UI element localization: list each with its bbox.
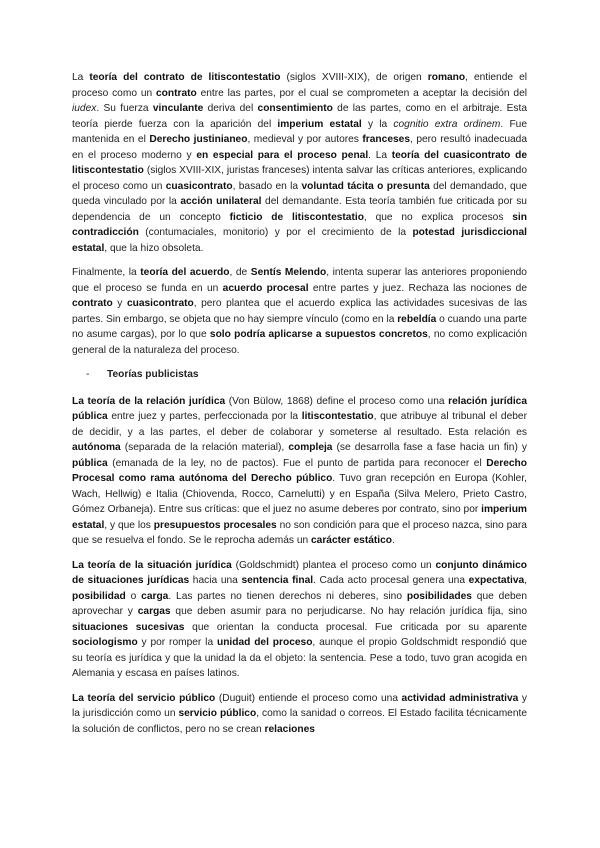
bold-term: La teoría de la situación jurídica [72, 559, 232, 571]
bold-term: teoría del acuerdo [140, 267, 230, 278]
text-segment: (contumaciales, monitorio) y por el crecimiento de la [138, 227, 413, 238]
text-segment: , que atribuye al tribunal el deber de decidir, y a las partes, el deber de colaborar y someterse al resultado. Esta relación es [72, 411, 527, 438]
document-page [72, 70, 527, 746]
text-segment: y la jurisdicción como un [72, 692, 527, 719]
text-segment: , como la sanidad o correos. El Estado facilita técnicamente la solución de conflictos, pero no se crean [72, 708, 528, 735]
text-segment: (se desarrolla fase a fase hacia un fin) y [332, 442, 527, 453]
bold-term: pública [72, 457, 108, 469]
bold-term: Derecho Procesal como rama autónoma del Derecho público [72, 457, 527, 484]
bold-term: posibilidad [72, 590, 126, 602]
bold-term: cargas [137, 606, 171, 617]
text-segment: del demandado, que queda vinculado por la [72, 180, 527, 207]
bold-term: carga [141, 590, 169, 602]
bold-term: rebeldía [397, 313, 437, 325]
paragraph-agreement-theory [72, 265, 527, 358]
bold-term: solo podría aplicarse a supuestos concretos [209, 329, 428, 340]
bold-term: sentencia final [241, 575, 314, 586]
text-segment: (Goldschmidt) plantea el proceso como un [231, 559, 436, 571]
bold-term: unidad del proceso [216, 637, 313, 648]
bold-term: imperium estatal [277, 118, 362, 130]
text-segment: Finalmente, la [72, 267, 141, 278]
bold-term: acción unilateral [180, 196, 262, 207]
text-segment: entre las partes, por el cual se comprometen a aceptar la decisión del [196, 87, 527, 99]
bold-term: compleja [288, 442, 333, 453]
text-segment: que orientan la conducta procesal. Fue criticada por su aparente [184, 621, 527, 633]
bold-term: sin contradicción [72, 211, 527, 238]
text-segment: entre partes y juez. Rechaza las nociones de [308, 282, 527, 294]
bold-term: autónoma [72, 442, 121, 453]
text-segment: , y que los [104, 519, 154, 531]
bold-term: conjunto dinámico de situaciones jurídicas [72, 559, 527, 586]
text-segment: (siglos XVIII-XIX, juristas franceses) intenta salvar las críticas anteriores, explicando el proceso como un [72, 165, 527, 192]
text-segment: , pero resultó inadecuada en el proceso moderno y [72, 134, 527, 161]
bold-term: carácter estático [311, 535, 392, 546]
text-segment: entre juez y partes, perfeccionada por la [107, 411, 302, 422]
text-segment: . Tuvo gran recepción en Europa (Kohler, Wach, Hellwig) e Italia (Chiovenda, Rocco, Carnelutti) y en España (Silva Melero, Prieto Castro, Gómez Orbaneja). Entre sus críticas: que el juez no asume deberes por contrato, sino por [72, 473, 527, 515]
text-segment: . Fue mantenida en el [72, 118, 527, 145]
text-segment: y [112, 298, 127, 309]
bold-term: expectativa [468, 575, 525, 586]
text-segment: (siglos XVIII-XIX), de origen [280, 72, 428, 83]
text-segment: (separada de la relación material), [120, 442, 289, 453]
bold-term: contrato [72, 298, 113, 309]
text-segment: o cuando una parte no asume cargas), por lo que [72, 313, 527, 340]
bold-term: cuasicontrato [126, 298, 194, 309]
bold-term: relaciones [264, 723, 315, 735]
text-segment: deriva del [203, 103, 258, 114]
bold-term: franceses [362, 134, 410, 145]
bold-term: cuasicontrato [165, 180, 233, 192]
text-segment: , basado en la [232, 180, 302, 192]
bold-term: sociologismo [72, 637, 138, 648]
italic-term: iudex [72, 103, 97, 114]
bold-term: La teoría del servicio público [72, 692, 216, 704]
bold-term: Sentís Melendo [250, 267, 327, 278]
bullet-dash: - [86, 369, 90, 380]
text-segment: , de [229, 267, 251, 278]
text-segment: o [125, 590, 142, 602]
text-segment: (Duguit) entiende el proceso como una [215, 692, 402, 704]
bold-term: romano [427, 72, 466, 83]
bold-term: actividad administrativa [401, 692, 519, 704]
text-segment: . Las partes no tienen derechos ni deberes, sino [168, 590, 407, 602]
bold-term: contrato [156, 87, 197, 99]
bold-term: vinculante [152, 103, 204, 114]
paragraph-public-service-theory [72, 691, 527, 738]
bold-term: acuerdo procesal [222, 282, 309, 294]
bold-term: potestad jurisdiccional estatal [72, 227, 527, 254]
text-segment: , intenta superar las anteriores proponiendo que el proceso se funda en un [72, 267, 527, 294]
bold-term: Derecho justinianeo [149, 134, 248, 145]
paragraph-contract-theories [72, 70, 527, 256]
text-segment: y por romper la [137, 637, 217, 648]
text-segment: (Von Bülow, 1868) define el proceso como una [225, 395, 449, 407]
section-heading-publicist-theories [72, 367, 527, 383]
text-segment: , que la hizo obsoleta. [104, 242, 204, 254]
bold-term: teoría del cuasicontrato de litiscontestatio [72, 149, 527, 176]
paragraph-legal-situation-theory [72, 558, 527, 682]
bold-term: presupuestos procesales [153, 519, 277, 531]
text-segment: . Su fuerza [96, 103, 153, 114]
bold-term: en especial para el proceso penal [196, 149, 369, 161]
text-segment: , entiende el proceso como un [72, 72, 527, 99]
bold-term: servicio público [178, 708, 257, 719]
bold-term: voluntad tácita o presunta [301, 180, 430, 192]
text-segment: , aunque el propio Goldschmidt respondió que su teoría es jurídica y que la unidad la da el objeto: la sentencia. Pese a todo, tuvo gran acogida en Alemania y escasa en países latinos. [72, 637, 527, 679]
text-segment: La [72, 72, 90, 83]
text-segment: , [524, 575, 527, 586]
bold-term: litiscontestatio [301, 411, 374, 422]
text-segment: de las partes, como en el arbitraje. Esta teoría pierde fuerza con la aparición del [72, 103, 527, 130]
bold-term: consentimiento [257, 103, 333, 114]
bold-term: imperium estatal [72, 504, 527, 531]
text-segment: . Cada acto procesal genera una [313, 575, 469, 586]
paragraph-legal-relation-theory [72, 394, 527, 549]
text-segment: hacia una [189, 575, 242, 586]
section-heading-label: Teorías publicistas [107, 369, 199, 380]
bold-term: situaciones sucesivas [72, 621, 185, 633]
text-segment: del demandante. Esta teoría también fue criticada por su dependencia de un concepto [72, 196, 527, 223]
text-segment: . La [368, 149, 392, 161]
text-segment: , medieval y por autores [247, 134, 363, 145]
text-segment: no son condición para que el proceso nazca, sino para que se resuelva el fondo. Se le reprocha además un [72, 519, 527, 546]
text-segment: que deben asumir para no perjudicarse. No hay relación jurídica fija, sino [170, 606, 527, 617]
text-segment: , no como explicación general de la naturaleza del proceso. [72, 329, 527, 356]
text-segment: , pero plantea que el acuerdo explica las actividades sucesivas de las partes. Sin embargo, se objeta que no hay siempre vínculo (como en la [72, 298, 527, 325]
italic-term: cognitio extra ordinem [393, 118, 501, 130]
text-segment: (emanada de la ley, no de pactos). Fue el punto de partida para reconocer el [107, 457, 487, 469]
text-segment: y la [361, 118, 394, 130]
bold-term: ficticio de litiscontestatio [229, 211, 364, 223]
bold-term: teoría del contrato de litiscontestatio [89, 72, 281, 83]
text-segment: , que no explica procesos [363, 211, 513, 223]
text-segment: . [391, 535, 395, 546]
bold-term: relación jurídica pública [72, 395, 527, 422]
text-segment: que deben aprovechar y [72, 590, 527, 617]
bold-term: posibilidades [406, 590, 472, 602]
bold-term: La teoría de la relación jurídica [72, 395, 226, 407]
